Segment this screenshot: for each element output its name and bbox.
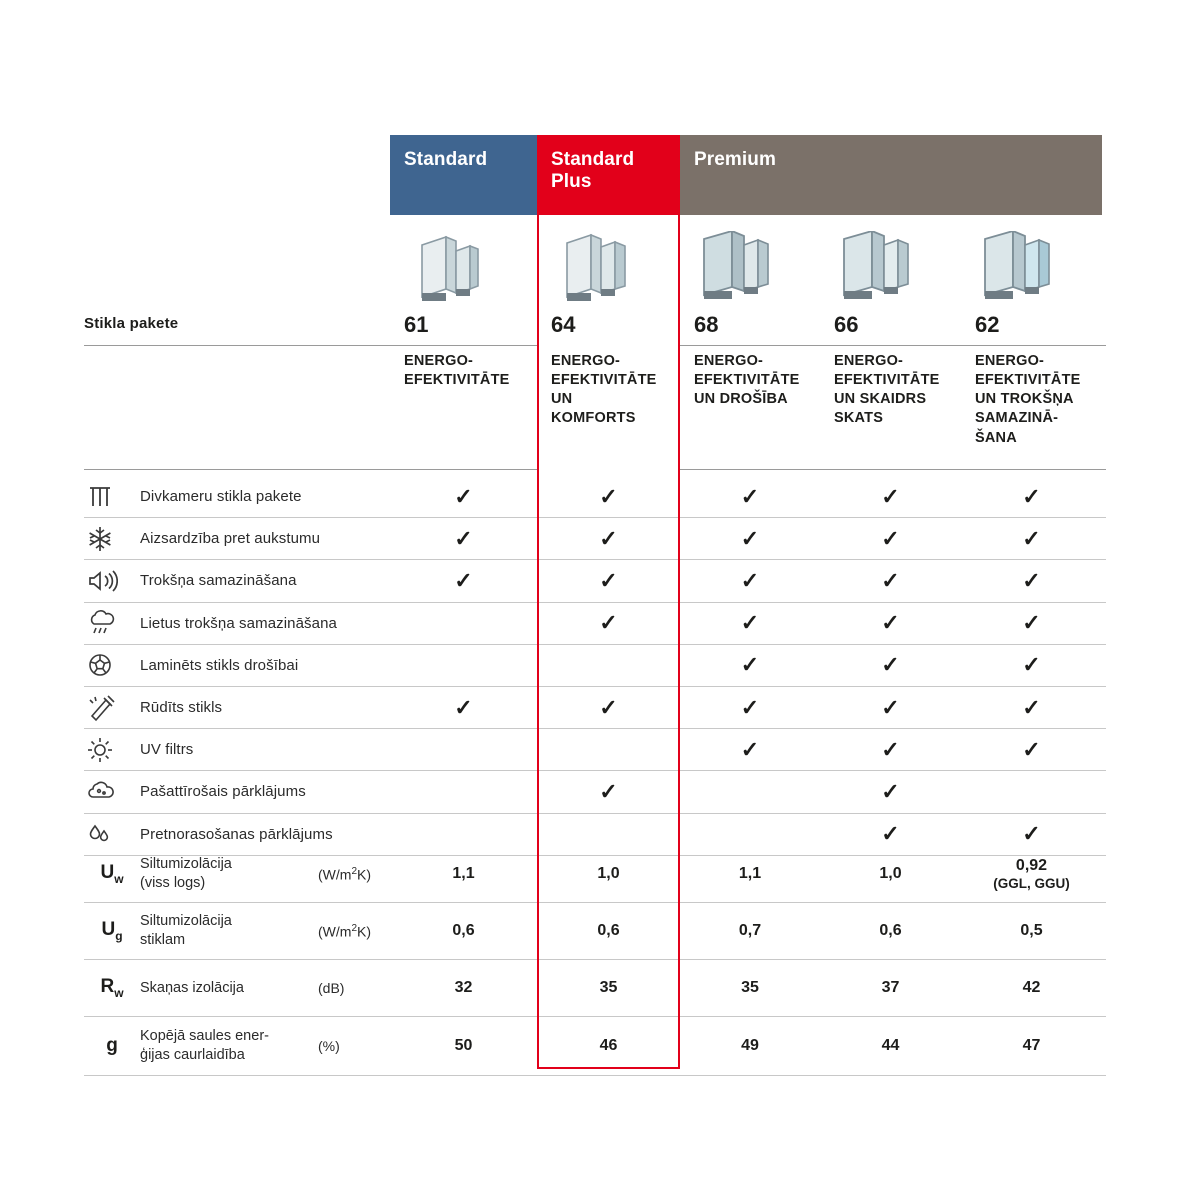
check-icon: ✓ bbox=[881, 525, 900, 551]
feature-values bbox=[390, 736, 1102, 762]
table-row bbox=[84, 645, 1106, 687]
check-icon: ✓ bbox=[881, 736, 900, 762]
feature-cell bbox=[820, 823, 961, 845]
metric-values bbox=[390, 921, 1102, 940]
feature-label: Lietus trokšņa samazināšana bbox=[140, 614, 337, 632]
speaker-noise-icon bbox=[84, 569, 140, 593]
check-icon: ✓ bbox=[1022, 483, 1041, 509]
glass-pack-icon bbox=[975, 231, 1061, 317]
feature-cell bbox=[537, 823, 680, 845]
feature-cell bbox=[537, 612, 680, 634]
check-icon: ✓ bbox=[1022, 567, 1041, 593]
table-row bbox=[84, 846, 1106, 903]
feature-values bbox=[390, 778, 1102, 804]
metric-values bbox=[390, 978, 1102, 997]
check-icon: ✓ bbox=[599, 778, 618, 804]
feature-cell bbox=[390, 739, 537, 761]
check-icon: ✓ bbox=[881, 652, 900, 678]
glass-pack-icon bbox=[404, 231, 490, 317]
metric-label: Kopējā saules ener- ģijas caurlaidība bbox=[140, 1028, 269, 1063]
package-subtitle-61: ENERGO- EFEKTIVITĀTE bbox=[404, 353, 510, 389]
package-codes-row bbox=[390, 312, 1102, 338]
check-icon: ✓ bbox=[881, 610, 900, 636]
metric-unit: $(W/m^2K)$ bbox=[318, 865, 371, 883]
feature-cell bbox=[961, 654, 1102, 676]
metric-cell: 32 bbox=[454, 979, 473, 997]
feature-rows bbox=[84, 476, 1106, 856]
metric-cell: 1,0 bbox=[597, 865, 620, 883]
metric-cell: 1,1 bbox=[738, 865, 762, 883]
tier-header-standard-plus-label: Standard Plus bbox=[551, 149, 635, 193]
check-icon: ✓ bbox=[1022, 694, 1041, 720]
feature-cell bbox=[680, 694, 820, 720]
feature-cell bbox=[820, 567, 961, 593]
check-icon: ✓ bbox=[881, 694, 900, 720]
feature-cell bbox=[680, 612, 820, 634]
feature-cell bbox=[820, 778, 961, 804]
check-icon: ✓ bbox=[740, 610, 760, 636]
feature-label: Pretnorasošanas pārklājums bbox=[140, 825, 333, 843]
feature-cell bbox=[961, 612, 1102, 634]
feature-cell bbox=[390, 483, 537, 509]
metric-cell: 0,92 (GGL, GGU) bbox=[993, 857, 1070, 891]
check-icon: ✓ bbox=[599, 610, 618, 636]
metric-label: Siltumizolācija (viss logs) bbox=[140, 856, 232, 891]
metric-cell: 0,6 bbox=[879, 922, 902, 940]
feature-cell bbox=[390, 694, 537, 720]
glass-pack-cell-62 bbox=[961, 222, 1102, 317]
feature-cell bbox=[537, 525, 680, 551]
feature-cell bbox=[680, 567, 820, 593]
check-icon: ✓ bbox=[740, 483, 760, 509]
feature-cell bbox=[537, 694, 680, 720]
check-icon: ✓ bbox=[454, 567, 473, 593]
feature-cell bbox=[680, 736, 820, 762]
package-code-64: 64 bbox=[551, 312, 576, 337]
table-row bbox=[84, 476, 1106, 518]
glass-pack-cell-68 bbox=[680, 222, 820, 317]
table-row bbox=[84, 729, 1106, 771]
feature-cell bbox=[390, 654, 537, 676]
metric-cell: 0,6 bbox=[452, 922, 475, 940]
feature-label: Rūdīts stikls bbox=[140, 699, 223, 717]
package-subtitle-62: ENERGO- EFEKTIVITĀTE UN TROKŠŅA SAMAZINĀ- ŠANA bbox=[975, 353, 1081, 446]
package-code-61: 61 bbox=[404, 312, 429, 337]
tier-header-premium bbox=[680, 135, 1102, 215]
feature-cell bbox=[961, 823, 1102, 845]
feature-cell bbox=[680, 823, 820, 845]
row-label-stikla-pakete: Stikla pakete bbox=[84, 315, 179, 332]
check-icon: ✓ bbox=[881, 483, 900, 509]
check-icon: ✓ bbox=[454, 694, 473, 720]
droplets-icon bbox=[84, 821, 140, 847]
package-subtitle-66: ENERGO- EFEKTIVITĀTE UN SKAIDRS SKATS bbox=[834, 353, 940, 427]
metric-unit: (%) bbox=[318, 1038, 340, 1054]
divider-subtitle-left bbox=[84, 469, 537, 470]
feature-cell bbox=[680, 781, 820, 803]
table-row bbox=[84, 518, 1106, 560]
package-subtitle-64: ENERGO- EFEKTIVITĀTE UN KOMFORTS bbox=[551, 353, 657, 427]
metric-cell: 0,7 bbox=[738, 922, 762, 940]
feature-label: UV filtrs bbox=[140, 741, 194, 759]
feature-label: Trokšņa samazināšana bbox=[140, 572, 297, 590]
feature-cell bbox=[390, 525, 537, 551]
check-icon: ✓ bbox=[1022, 610, 1041, 636]
metric-cell: 49 bbox=[741, 1037, 759, 1055]
feature-cell bbox=[961, 694, 1102, 720]
feature-values bbox=[390, 612, 1102, 634]
metric-label: Skaņas izolācija bbox=[140, 979, 244, 996]
glass-pack-icon bbox=[551, 231, 637, 317]
tier-header-standard-plus bbox=[537, 135, 680, 215]
glass-pack-cell-61 bbox=[390, 222, 537, 317]
check-icon: ✓ bbox=[740, 652, 760, 678]
feature-values bbox=[390, 654, 1102, 676]
check-icon: ✓ bbox=[1022, 821, 1041, 847]
metric-cell: 0,6 bbox=[597, 922, 620, 940]
tier-header-standard bbox=[390, 135, 537, 215]
feature-cell bbox=[537, 567, 680, 593]
feature-cell bbox=[820, 736, 961, 762]
feature-cell bbox=[820, 654, 961, 676]
divider-top-right bbox=[680, 345, 1106, 346]
metric-unit: (dB) bbox=[318, 980, 345, 996]
package-subtitle-68: ENERGO- EFEKTIVITĀTE UN DROŠĪBA bbox=[694, 353, 800, 408]
glass-pack-icon bbox=[694, 231, 780, 317]
metric-symbol-rw: $R_w$ bbox=[100, 976, 124, 1000]
metric-cell: 47 bbox=[1022, 1037, 1041, 1055]
package-code-66: 66 bbox=[834, 312, 859, 337]
check-icon: ✓ bbox=[740, 736, 760, 762]
feature-cell bbox=[680, 483, 820, 509]
check-icon: ✓ bbox=[1022, 652, 1041, 678]
glass-pack-icons-row bbox=[390, 222, 1102, 317]
feature-cell bbox=[961, 483, 1102, 509]
glass-pack-cell-64 bbox=[537, 222, 680, 317]
feature-values bbox=[390, 483, 1102, 509]
feature-cell bbox=[961, 525, 1102, 551]
metric-label: Siltumizolācija stiklam bbox=[140, 913, 232, 948]
metric-symbol-ug: $U_g$ bbox=[101, 919, 123, 943]
self-clean-icon bbox=[84, 779, 140, 805]
check-icon: ✓ bbox=[881, 778, 900, 804]
check-icon: ✓ bbox=[740, 694, 760, 720]
check-icon: ✓ bbox=[1022, 525, 1041, 551]
rain-cloud-icon bbox=[84, 610, 140, 636]
metric-symbol-uw: $U_w$ bbox=[100, 862, 124, 886]
metric-cell: 42 bbox=[1022, 979, 1041, 997]
feature-values bbox=[390, 567, 1102, 593]
metric-cell: 0,5 bbox=[1020, 922, 1043, 940]
metric-cell: 37 bbox=[881, 979, 900, 997]
check-icon: ✓ bbox=[881, 821, 900, 847]
glass-panes-icon bbox=[84, 484, 140, 510]
metric-cell: 46 bbox=[599, 1037, 618, 1055]
tier-header-standard-label: Standard bbox=[404, 149, 488, 170]
check-icon: ✓ bbox=[599, 694, 618, 720]
tier-header-band bbox=[390, 135, 1102, 215]
table-row bbox=[84, 603, 1106, 645]
check-icon: ✓ bbox=[599, 483, 618, 509]
check-icon: ✓ bbox=[740, 567, 760, 593]
feature-label: Aizsardzība pret aukstumu bbox=[140, 530, 321, 548]
feature-cell bbox=[961, 567, 1102, 593]
feature-cell bbox=[961, 781, 1102, 803]
feature-cell bbox=[390, 612, 537, 634]
table-row bbox=[84, 771, 1106, 813]
feature-label: Divkameru stikla pakete bbox=[140, 488, 302, 506]
metric-cell: 50 bbox=[454, 1037, 473, 1055]
check-icon: ✓ bbox=[599, 567, 618, 593]
check-icon: ✓ bbox=[599, 525, 618, 551]
metric-values bbox=[390, 856, 1102, 891]
divider-top-left bbox=[84, 345, 537, 346]
metric-cell: 35 bbox=[599, 979, 618, 997]
shatter-ball-icon bbox=[84, 651, 140, 679]
feature-label: Pašattīrošais pārklājums bbox=[140, 783, 306, 801]
metric-cell: 1,0 bbox=[879, 865, 902, 883]
metric-values bbox=[390, 1036, 1102, 1055]
metric-rows bbox=[84, 846, 1106, 1076]
check-icon: ✓ bbox=[881, 567, 900, 593]
feature-cell bbox=[680, 654, 820, 676]
feature-label: Laminēts stikls drošībai bbox=[140, 656, 299, 674]
tier-header-premium-label: Premium bbox=[694, 149, 777, 170]
table-row bbox=[84, 560, 1106, 602]
feature-cell bbox=[820, 694, 961, 720]
divider-subtitle-right bbox=[680, 469, 1106, 470]
feature-values bbox=[390, 525, 1102, 551]
feature-cell bbox=[820, 483, 961, 509]
package-code-68: 68 bbox=[694, 312, 719, 337]
metric-cell: 44 bbox=[881, 1037, 900, 1055]
feature-cell bbox=[680, 525, 820, 551]
feature-cell bbox=[537, 654, 680, 676]
glass-pack-cell-66 bbox=[820, 222, 961, 317]
feature-values bbox=[390, 694, 1102, 720]
feature-cell bbox=[537, 778, 680, 804]
table-row bbox=[84, 903, 1106, 960]
metric-cell-note: (GGL, GGU) bbox=[993, 875, 1070, 891]
table-row bbox=[84, 687, 1106, 729]
sun-uv-icon bbox=[84, 736, 140, 764]
package-subtitles-row bbox=[390, 352, 1102, 448]
check-icon: ✓ bbox=[454, 525, 473, 551]
feature-cell bbox=[390, 781, 537, 803]
feature-cell bbox=[537, 739, 680, 761]
feature-cell bbox=[390, 823, 537, 845]
metric-cell: 35 bbox=[741, 979, 759, 997]
package-code-62: 62 bbox=[975, 312, 1000, 337]
hammer-glass-icon bbox=[84, 694, 140, 722]
feature-cell bbox=[390, 567, 537, 593]
check-icon: ✓ bbox=[1022, 736, 1041, 762]
metric-symbol-g: g bbox=[106, 1035, 118, 1056]
table-row bbox=[84, 960, 1106, 1017]
feature-values bbox=[390, 823, 1102, 845]
glass-pack-icon bbox=[834, 231, 920, 317]
feature-cell bbox=[820, 525, 961, 551]
metric-unit: $(W/m^2K)$ bbox=[318, 922, 371, 940]
check-icon: ✓ bbox=[740, 525, 760, 551]
snowflake-icon bbox=[84, 525, 140, 553]
metric-cell: 1,1 bbox=[452, 865, 475, 883]
feature-cell bbox=[820, 612, 961, 634]
feature-cell bbox=[537, 483, 680, 509]
table-row bbox=[84, 1017, 1106, 1076]
feature-cell bbox=[961, 736, 1102, 762]
check-icon: ✓ bbox=[454, 483, 473, 509]
